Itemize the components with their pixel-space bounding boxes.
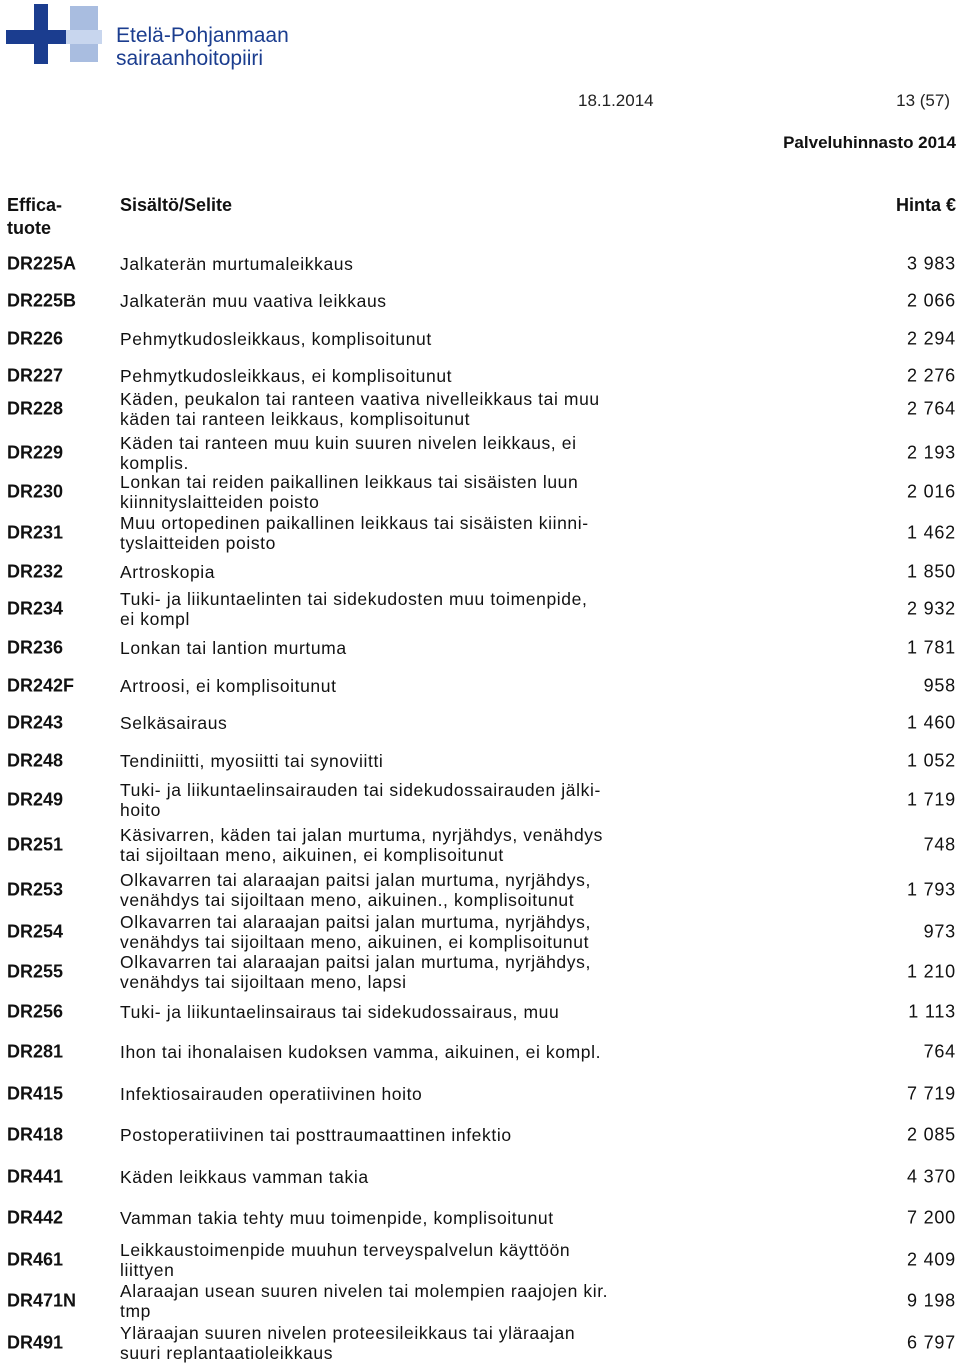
row-description: Ihon tai ihonalaisen kudoksen vamma, aikuinen, ei kompl. (120, 1042, 602, 1062)
row-price: 1 793 (906, 879, 956, 900)
row-code: DR441 (7, 1166, 64, 1187)
row-price: 3 983 (906, 253, 956, 274)
row-description: Käsivarren, käden tai jalan murtuma, nyrjähdys, venähdys tai sijoiltaan meno, aikuinen, ei komplisoitunut (120, 825, 603, 865)
row-code: DR225A (7, 253, 77, 274)
row-price: 1 210 (906, 961, 956, 982)
row-description: Tuki- ja liikuntaelinsairaus tai sidekudossairaus, muu (120, 1002, 560, 1022)
row-description: Käden leikkaus vamman takia (120, 1167, 369, 1187)
row-code: DR236 (7, 637, 64, 658)
row-description: Jalkaterän muu vaativa leikkaus (120, 291, 387, 311)
row-price: 764 (923, 1041, 956, 1062)
row-price: 2 016 (906, 481, 956, 502)
row-price: 1 113 (908, 1001, 956, 1022)
row-price: 2 193 (906, 442, 956, 463)
row-price: 6 797 (906, 1332, 956, 1353)
row-code: DR255 (7, 961, 64, 982)
row-price: 2 085 (906, 1124, 956, 1145)
row-price: 1 850 (906, 561, 956, 582)
row-code: DR232 (7, 561, 64, 582)
row-description: Alaraajan usean suuren nivelen tai molempien raajojen kir. tmp (120, 1281, 609, 1321)
org-name-line2: sairaanhoitopiiri (116, 47, 264, 70)
row-code: DR230 (7, 481, 64, 502)
row-description: Olkavarren tai alaraajan paitsi jalan murtuma, nyrjähdys, venähdys tai sijoiltaan meno, lapsi (120, 952, 591, 992)
row-description: Muu ortopedinen paikallinen leikkaus tai sisäisten kiinni- tyslaitteiden poisto (120, 513, 589, 553)
row-description: Vamman takia tehty muu toimenpide, komplisoitunut (120, 1208, 554, 1228)
page-number: 13 (57) (896, 91, 950, 110)
row-description: Infektiosairauden operatiivinen hoito (120, 1084, 423, 1104)
row-code: DR281 (7, 1041, 64, 1062)
row-code: DR253 (7, 879, 64, 900)
row-description: Artroskopia (120, 562, 216, 582)
row-code: DR229 (7, 442, 64, 463)
row-price: 2 409 (906, 1249, 956, 1270)
row-description: Leikkaustoimenpide muuhun terveyspalvelun käyttöön liittyen (120, 1240, 571, 1280)
row-code: DR234 (7, 598, 64, 619)
row-code: DR226 (7, 328, 64, 349)
row-description: Käden tai ranteen muu kuin suuren nivelen leikkaus, ei komplis. (120, 433, 577, 473)
row-code: DR228 (7, 398, 64, 419)
row-description: Yläraajan suuren nivelen proteesileikkaus tai yläraajan suuri replantaatioleikkaus (120, 1323, 576, 1363)
row-price: 2 932 (906, 598, 956, 619)
row-code: DR471N (7, 1290, 77, 1311)
document-title: Palveluhinnasto 2014 (783, 133, 956, 152)
row-code: DR242F (7, 675, 75, 696)
row-description: Tuki- ja liikuntaelinsairauden tai sidekudossairauden jälki- hoito (120, 780, 601, 820)
row-code: DR461 (7, 1249, 64, 1270)
row-description: Olkavarren tai alaraajan paitsi jalan murtuma, nyrjähdys, venähdys tai sijoiltaan meno, aikuinen., komplisoitunut (120, 870, 591, 910)
row-description: Tendiniitti, myosiitti tai synoviitti (120, 751, 384, 771)
column-header-description: Sisältö/Selite (120, 195, 233, 215)
row-price: 1 460 (906, 712, 956, 733)
row-price: 1 462 (906, 522, 956, 543)
row-price: 748 (923, 834, 956, 855)
row-description: Postoperatiivinen tai posttraumaattinen infektio (120, 1125, 512, 1145)
row-code: DR442 (7, 1207, 64, 1228)
row-price: 2 276 (906, 365, 956, 386)
row-code: DR227 (7, 365, 64, 386)
column-header-price: Hinta € (895, 195, 956, 215)
row-price: 2 066 (906, 290, 956, 311)
row-price: 1 781 (906, 637, 956, 658)
row-description: Pehmytkudosleikkaus, komplisoitunut (120, 329, 432, 349)
row-code: DR415 (7, 1083, 64, 1104)
row-description: Lonkan tai reiden paikallinen leikkaus tai sisäisten luun kiinnityslaitteiden poisto (120, 472, 579, 512)
row-code: DR249 (7, 789, 64, 810)
row-description: Lonkan tai lantion murtuma (120, 638, 347, 658)
row-code: DR418 (7, 1124, 64, 1145)
org-name-line1: Etelä-Pohjanmaan (116, 24, 289, 47)
row-code: DR243 (7, 712, 64, 733)
row-price: 958 (923, 675, 956, 696)
row-price: 973 (923, 921, 956, 942)
row-description: Käden, peukalon tai ranteen vaativa nivelleikkaus tai muu käden tai ranteen leikkaus, komplisoitunut (120, 389, 600, 429)
row-price: 1 052 (906, 750, 956, 771)
row-description: Selkäsairaus (120, 713, 228, 733)
row-code: DR231 (7, 522, 64, 543)
row-description: Jalkaterän murtumaleikkaus (120, 254, 354, 274)
row-code: DR491 (7, 1332, 64, 1353)
row-code: DR225B (7, 290, 77, 311)
row-price: 7 719 (906, 1083, 956, 1104)
row-price: 4 370 (906, 1166, 956, 1187)
row-price: 9 198 (906, 1290, 956, 1311)
row-description: Pehmytkudosleikkaus, ei komplisoitunut (120, 366, 453, 386)
row-code: DR248 (7, 750, 64, 771)
row-price: 2 764 (906, 398, 956, 419)
row-description: Tuki- ja liikuntaelinten tai sidekudosten muu toimenpide, ei kompl (120, 589, 588, 629)
row-price: 1 719 (906, 789, 956, 810)
row-description: Olkavarren tai alaraajan paitsi jalan murtuma, nyrjähdys, venähdys tai sijoiltaan meno, aikuinen, ei komplisoitunut (120, 912, 591, 952)
row-description: Artroosi, ei komplisoitunut (120, 676, 337, 696)
row-price: 7 200 (906, 1207, 956, 1228)
row-code: DR251 (7, 834, 64, 855)
document-date: 18.1.2014 (578, 91, 654, 110)
row-code: DR256 (7, 1001, 64, 1022)
column-header-code: Effica- tuote (7, 195, 63, 238)
row-code: DR254 (7, 921, 64, 942)
row-price: 2 294 (906, 328, 956, 349)
